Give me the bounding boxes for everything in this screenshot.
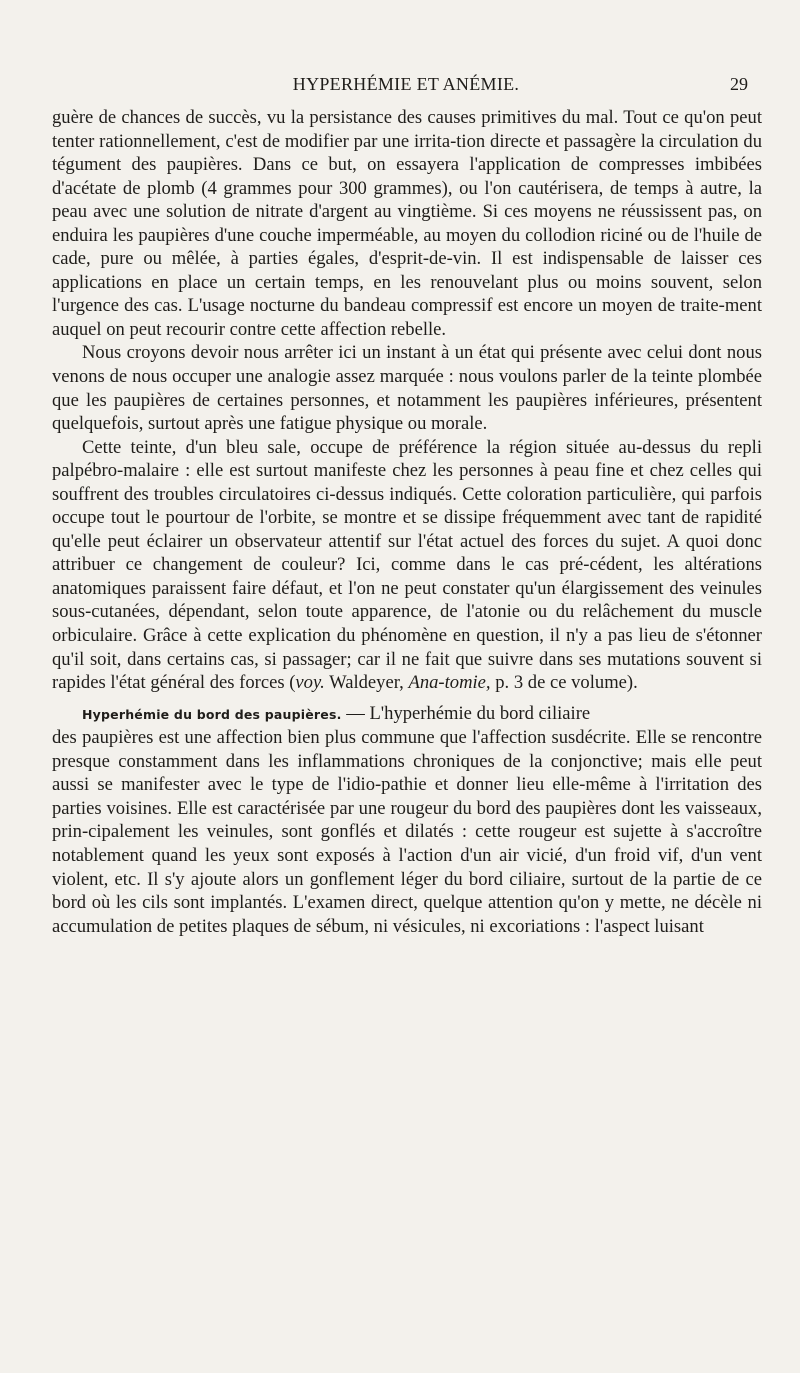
paragraph-3-text: Cette teinte, d'un bleu sale, occupe de préférence la région située au-dessus du repli palpébro-malaire : elle est surtout manifeste chez les personnes à peau fine et chez celles qui souffrent des troubles circulatoires ci-dessus indiqués. Cette coloration particulière, qui parfois occupe tout le pourtour de l'orbite, se montre et se dissipe fréquemment avec tant de rapidité qu'elle peut éclairer un observateur attentif sur l'état actuel des forces du sujet. A quoi donc attribuer ce changement de couleur? Ici, comme dans le cas pré-cédent, les altérations anatomiques paraissent faire défaut, et l'on ne peut constater qu'un élargissement des veinules sous-cutanées, dépendant, selon toute apparence, de l'atonie ou du relâchement du muscle orbiculaire. Grâce à cette explication du phénomène en question, il n'y a pas lieu de s'étonner qu'il soit, dans certains cas, si passager; car il ne fait que suivre dans ses mutations souvent si rapides l'état général des forces ( <box>52 436 762 694</box>
reference-abbrev: voy. <box>295 672 325 694</box>
section-heading: Hyperhémie du bord des paupières. <box>82 706 342 722</box>
reference-author: Waldeyer, <box>324 672 409 694</box>
section-lead-text: — L'hyperhémie du bord ciliaire <box>341 702 591 724</box>
page-number: 29 <box>730 74 748 94</box>
paragraph-3 <box>52 436 762 695</box>
running-title: HYPERHÉMIE ET ANÉMIE. <box>292 74 520 94</box>
section-lead-line <box>52 702 762 727</box>
reference-work: Ana-tomie, <box>408 672 491 694</box>
paragraph-1: guère de chances de succès, vu la persistance des causes primitives du mal. Tout ce qu'on peut tenter rationnellement, c'est de modifier par une irrita-tion directe et passagère la circulation du tégument des paupières. Dans ce but, on essayera l'application de compresses imbibées d'acétate de plomb (4 grammes pour 300 grammes), ou l'on cautérisera, de temps à autre, la peau avec une solution de nitrate d'argent au vingtième. Si ces moyens ne réussissent pas, on enduira les paupières d'une couche imperméable, au moyen du collodion riciné ou de l'huile de cade, pure ou mêlée, à parties égales, d'esprit-de-vin. Il est indispensable de laisser ces applications en place un certain temps, en les renouvelant plus ou moins souvent, selon l'urgence des cas. L'usage nocturne du bandeau compressif est encore un moyen de traite-ment auquel on peut recourir contre cette affection rebelle. <box>52 107 762 340</box>
paragraph-2: Nous croyons devoir nous arrêter ici un instant à un état qui présente avec celui dont nous venons de nous occuper une analogie assez marquée : nous voulons parler de la teinte plombée que les paupières de certaines personnes, et notamment les paupières inférieures, présentent quelquefois, surtout après une fatigue physique ou morale. <box>52 342 762 435</box>
reference-page: p. 3 de ce volume). <box>490 672 638 694</box>
paragraph-4: des paupières est une affection bien plus commune que l'affection susdécrite. Elle se rencontre presque constamment dans les inflammations chroniques de la conjonctive; mais elle peut aussi se manifester avec le type de l'idio-pathie et donner lieu elle-même à l'irritation des parties voisines. Elle est caractérisée par une rougeur du bord des paupières dont les vaisseaux, prin-cipalement les veinules, sont gonflés et dilatés : cette rougeur est sujette à s'accroître notablement quand les yeux sont exposés à l'action d'un air vicié, d'un froid vif, d'un vent violent, etc. Il s'y ajoute alors un gonflement léger du bord ciliaire, surtout de la partie de ce bord où les cils sont implantés. L'examen direct, quelque attention qu'on y mette, ne décèle ni accumulation de petites plaques de sébum, ni vésicules, ni excoriations : l'aspect luisant <box>52 727 762 937</box>
page-header <box>52 74 760 100</box>
body-text <box>52 106 762 938</box>
